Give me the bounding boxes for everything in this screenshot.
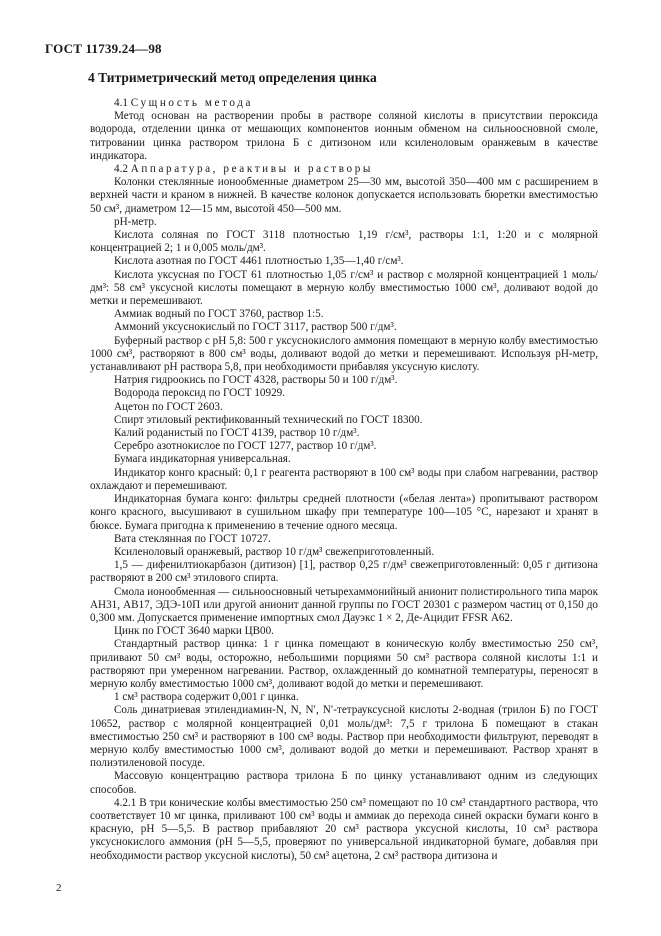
paragraph: Буферный раствор с рН 5,8: 500 г уксуснокислого аммония помещают в мерную колбу вместимостью 1000 см³, растворяют в 800 см³ воды, доливают водой до метки и перемешивают. Используя рН-метр, устанавливают рН раствора 5,8, при необходимости прибавляя уксусную кислоту. [90, 334, 598, 374]
paragraph: Кислота уксусная по ГОСТ 61 плотностью 1,05 г/см³ и раствор с молярной концентрацией 1 моль/дм³: 58 см³ уксусной кислоты помещают в мерную колбу вместимостью 1000 см³, доливают водой до метки и перемешивают. [90, 268, 598, 308]
paragraph: Аммиак водный по ГОСТ 3760, раствор 1:5. [114, 308, 324, 321]
paragraph: Индикаторная бумага конго: фильтры средней плотности («белая лента») пропитывают раствором конго красного, высушивают в сушильном шкафу при температуре 100—105 °С, нарезают и хранят в бюксе. Бумага пригодна к применению в течение одного месяца. [90, 493, 598, 532]
paragraph: Бумага индикаторная универсальная. [114, 453, 291, 466]
section-title: 4 Титриметрический метод определения цинка [88, 70, 377, 85]
paragraph: Вата стеклянная по ГОСТ 10727. [114, 532, 271, 545]
paragraph: Спирт этиловый ректификованный технический по ГОСТ 18300. [114, 413, 423, 426]
paragraph: Ацетон по ГОСТ 2603. [114, 400, 223, 413]
paragraph: Натрия гидроокись по ГОСТ 4328, растворы 50 и 100 г/дм³. [114, 374, 398, 387]
paragraph: Соль динатриевая этилендиамин-N, N, N′, N′-тетрауксусной кислоты 2-водная (трилон Б) по ГОСТ 10652, раствор с молярной концентрацией 0,01 моль/дм³: 7,5 г трилона Б помещают в стакан вместимостью 250 см³ и растворяют в 100 см³ воды. Раствор при необходимости фильтруют, переводят в мерную колбу вместимостью 1000 см³, доливают водой до метки и перемешивают. Раствор хранят в полиэтиленовой посуде. [90, 704, 598, 770]
paragraph: 1 см³ раствора содержит 0,001 г цинка. [114, 691, 299, 704]
paragraph: Стандартный раствор цинка: 1 г цинка помещают в коническую колбу вместимостью 250 см³, приливают 50 см³ воды, осторожно, небольшими порциями 50 см³ раствора соляной кислоты 1:1 и растворяют при умеренном нагревании. Раствор, охлажденный до комнатной температуры, переносят в мерную колбу вместимостью 1000 см³, доливают водой до метки и перемешивают. [90, 638, 598, 690]
document-id: ГОСТ 11739.24—98 [45, 41, 162, 56]
paragraph: рН-метр. [114, 215, 157, 228]
paragraph: Колонки стеклянные ионообменные диаметром 25—30 мм, высотой 350—400 мм с расширением в верхней части и краном в нижней. В качестве колонок допускается использовать бюретки вместимостью 50 см³, диаметром 12—15 мм, высотой 450—500 мм. [90, 176, 598, 215]
paragraph: Индикатор конго красный: 0,1 г реагента растворяют в 100 см³ воды при слабом нагревании, раствор охлаждают и перемешивают. [90, 466, 598, 492]
subsection-heading: 4.2 Аппаратура, реактивы и растворы [114, 163, 373, 176]
paragraph: Массовую концентрацию раствора трилона Б по цинку устанавливают одним из следующих способов. [90, 770, 598, 796]
paragraph: Цинк по ГОСТ 3640 марки ЦВ00. [114, 625, 274, 638]
paragraph: Кислота азотная по ГОСТ 4461 плотностью 1,35—1,40 г/см³. [114, 255, 404, 268]
paragraph: Калий роданистый по ГОСТ 4139, раствор 10 г/дм³. [114, 427, 360, 440]
paragraph: Метод основан на растворении пробы в растворе соляной кислоты в присутствии пероксида водорода, отделении цинка от мешающих компонентов ионным обменом на сильноосновной смоле, титровании цинка раствором трилона Б с дитизоном или ксиленоловым оранжевым в качестве индикатора. [90, 110, 598, 162]
paragraph: Кислота соляная по ГОСТ 3118 плотностью 1,19 г/см³, растворы 1:1, 1:20 и с молярной концентрацией 2; 1 и 0,005 моль/дм³. [90, 229, 598, 255]
paragraph: 1,5 — дифенилтиокарбазон (дитизон) [1], раствор 0,25 г/дм³ свежеприготовленный: 0,05 г дитизона растворяют в 200 см³ этилового спирта. [90, 559, 598, 585]
page-number: 2 [56, 882, 62, 894]
paragraph: Смола ионообменная — сильноосновный четырехаммонийный анионит полистирольного типа марок АН31, АВ17, ЭДЭ-10П или другой анионит данной группы по ГОСТ 20301 с размером частиц от 0,150 до 0,300 мм. Допускается применение импортных смол Дауэкс 1 × 2, Де-Ацидит FFSR А62. [90, 585, 598, 624]
subsection-heading: 4.1 Сущность метода [114, 97, 254, 109]
body-text [90, 97, 598, 863]
paragraph: Серебро азотнокислое по ГОСТ 1277, раствор 10 г/дм³. [114, 440, 377, 453]
paragraph: Аммоний уксуснокислый по ГОСТ 3117, раствор 500 г/дм³. [114, 321, 397, 334]
paragraph: Ксиленоловый оранжевый, раствор 10 г/дм³ свежеприготовленный. [114, 545, 435, 558]
paragraph: 4.2.1 В три конические колбы вместимостью 250 см³ помещают по 10 см³ стандартного раствора, что соответствует 10 мг цинка, приливают 100 см³ воды и аммиак до перехода синей окраски бумаги конго в красную, рН 5—5,5. В раствор прибавляют 20 см³ раствора уксусной кислоты, 10 см³ раствора уксуснокислого аммония (рН 5—5,5, проверяют по универсальной индикаторной бумаге, добавляя при необходимости раствор уксусной кислоты), 50 см³ ацетона, 2 см³ раствора дитизона и [90, 796, 598, 862]
paragraph: Водорода пероксид по ГОСТ 10929. [114, 387, 285, 400]
